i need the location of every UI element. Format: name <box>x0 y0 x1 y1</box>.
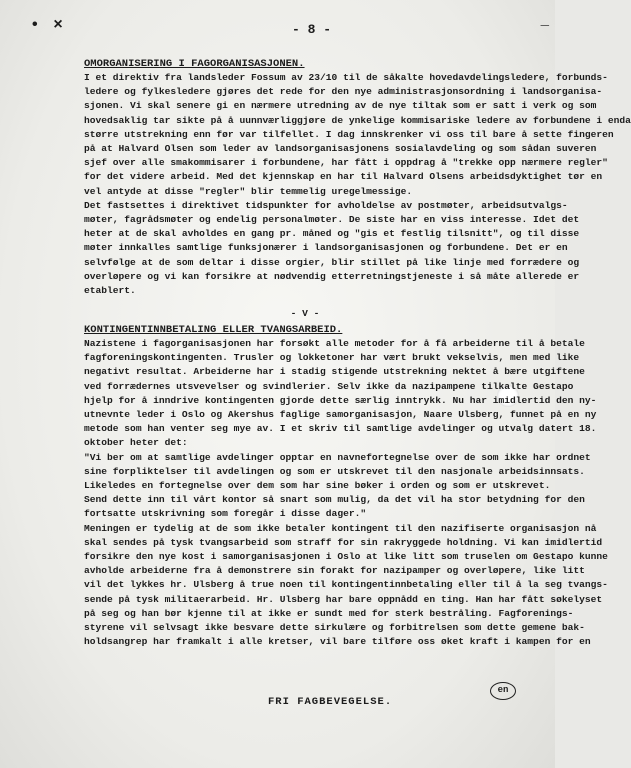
text-line: etablert. <box>84 285 136 297</box>
text-line: for det videre arbeid. Med det kjennskap en har til Halvard Olsens arbeidsdyktighet tør en <box>84 171 603 183</box>
corner-mark: • × <box>30 16 65 34</box>
text-line: Nazistene i fagorganisasjonen har forsøkt alle metoder for å få arbeiderne til å betale <box>84 338 585 349</box>
text-line: Meningen er tydelig at de som ikke betaler kontingent til den nazifiserte organisasjon nå <box>84 522 597 534</box>
text-line: ved forrædernes utsvevelser og svindlerier. Selv ikke da nazipampene tilkalte Gestapo <box>84 380 574 392</box>
text-line: holdsangrep har framkalt i alle kretser, vil bare tilføre oss øket kraft i kampen for en <box>84 636 591 648</box>
text-line: ledere og fylkesledere gjøres det rede for den nye administrasjonsordning i landsorganisa- <box>84 86 603 98</box>
edge-mark: — <box>540 18 549 34</box>
text-line: negativt resultat. Arbeiderne har i stadig stigende utstrekning nektet å bære utgiftene <box>84 366 585 378</box>
signoff-mark: en <box>490 682 516 700</box>
closing-slogan: FRI FAGBEVEGELSE. <box>268 696 393 708</box>
section-separator: - V - <box>290 308 320 319</box>
text-line: heter at de skal avholdes en gang pr. måned og "gis et festlig tilsnitt", og til disse <box>84 228 580 240</box>
text-line: forsikre den nye kost i samorganisasjonen i Oslo at like litt som truselen om Gestapo kunne <box>84 551 608 563</box>
quote-line: fortsatte utskrivning som foregår i disse dager." <box>84 508 367 520</box>
section-body <box>84 337 608 649</box>
text-line: på at Halvard Olsen som leder av landsorganisasjonens sosialavdeling og som sådan suveren <box>84 143 597 155</box>
text-line: vel antyde at disse "regler" blir temmelig uregelmessige. <box>84 185 413 197</box>
text-line: sjef over alle smakommisarer i forbundene, har fått i oppdrag å "trekke opp nærmere regler" <box>84 157 608 169</box>
quote-line: sine forpliktelser til avdelingen og som er utskrevet til den nasjonale arbeidsinnsats. <box>84 465 585 477</box>
text-line: møter innkalles samtlige funksjonærer i landsorganisasjonen og forbundene. Det er en <box>84 242 568 254</box>
section-omorganisering <box>84 57 631 298</box>
text-line: hovedsaklig tar sikte på å uunnværliggjøre de ynkelige kommisariske ledere av forbundene i enda <box>84 114 631 126</box>
text-line: avholde arbeiderne fra å demonstrere sin forakt for nazipamper og overløpere, like litt <box>84 565 585 577</box>
text-line: sjonen. Vi skal senere gi en nærmere utredning av de nye tiltak som er satt i verk og som <box>84 100 597 112</box>
text-line: I et direktiv fra landsleder Fossum av 23/10 til de såkalte hovedavdelingsledere, forbunds- <box>84 72 608 83</box>
text-line: skal sendes på tysk tvangsarbeid som straff for sin rakryggede holdning. Vi kan imidlertid <box>84 536 603 548</box>
text-line: fagforeningskontingenten. Trusler og lokketoner har vært brukt vekselvis, men med like <box>84 352 580 364</box>
quote-line: Send dette inn til vårt kontor så snart som mulig, da det vil ha stor betydning for den <box>84 494 585 506</box>
section-heading: KONTINGENTINNBETALING ELLER TVANGSARBEID. <box>84 324 343 336</box>
text-line: vil det lykkes hr. Ulsberg å true noen til kontingentinnbetaling eller til å la seg tvangs- <box>84 579 608 591</box>
text-line: selvfølge at de som deltar i disse orgier, blir stillet på like linje med forrædere og <box>84 256 580 268</box>
text-line: styrene vil selvsagt ikke besvare dette sirkulære og forbitrelsen som dette gemene bak- <box>84 622 585 634</box>
quote-line: Likeledes en fortegnelse over dem som har sine bøker i orden og som er utskrevet. <box>84 480 551 492</box>
text-line: hjelp for å inndrive kontingenten gjorde dette særlig inntrykk. Nu har imidlertid den ny- <box>84 394 597 406</box>
section-body <box>84 71 631 298</box>
text-line: Det fastsettes i direktivet tidspunkter for avholdelse av postmøter, arbeidsutvalgs- <box>84 199 568 211</box>
section-kontingent <box>84 323 608 649</box>
text-line: større utstrekning enn før var tilfellet. I dag innskrenker vi oss til bare å sette fingeren <box>84 128 614 140</box>
text-line: oktober heter det: <box>84 437 188 449</box>
section-heading: OMORGANISERING I FAGORGANISASJONEN. <box>84 58 305 70</box>
text-line: sende på tysk militaerarbeid. Hr. Ulsberg har bare oppnådd en ting. Han har fått søkelyset <box>84 593 603 605</box>
text-line: metode som han venter seg mye av. I et skriv til samtlige avdelinger og utvalg datert 18. <box>84 423 597 435</box>
text-line: overløpere og vi kan forsikre at nødvendig etterretningstjeneste i så måte allerede er <box>84 270 580 282</box>
text-line: på seg og han bør kjenne til at ikke er sundt med for sterk bestråling. Fagforenings- <box>84 607 574 619</box>
quote-line: "Vi ber om at samtlige avdelinger opptar en navnefortegnelse over de som ikke har ordnet <box>84 451 591 463</box>
text-line: møter, fagrådsmøter og endelig personalmøter. De siste har en viss interesse. Idet det <box>84 214 580 226</box>
page-number: - 8 - <box>292 22 332 37</box>
text-line: utnevnte leder i Oslo og Akershus faglige samorganisasjon, Naare Ulsberg, funnet på en ny <box>84 409 597 421</box>
